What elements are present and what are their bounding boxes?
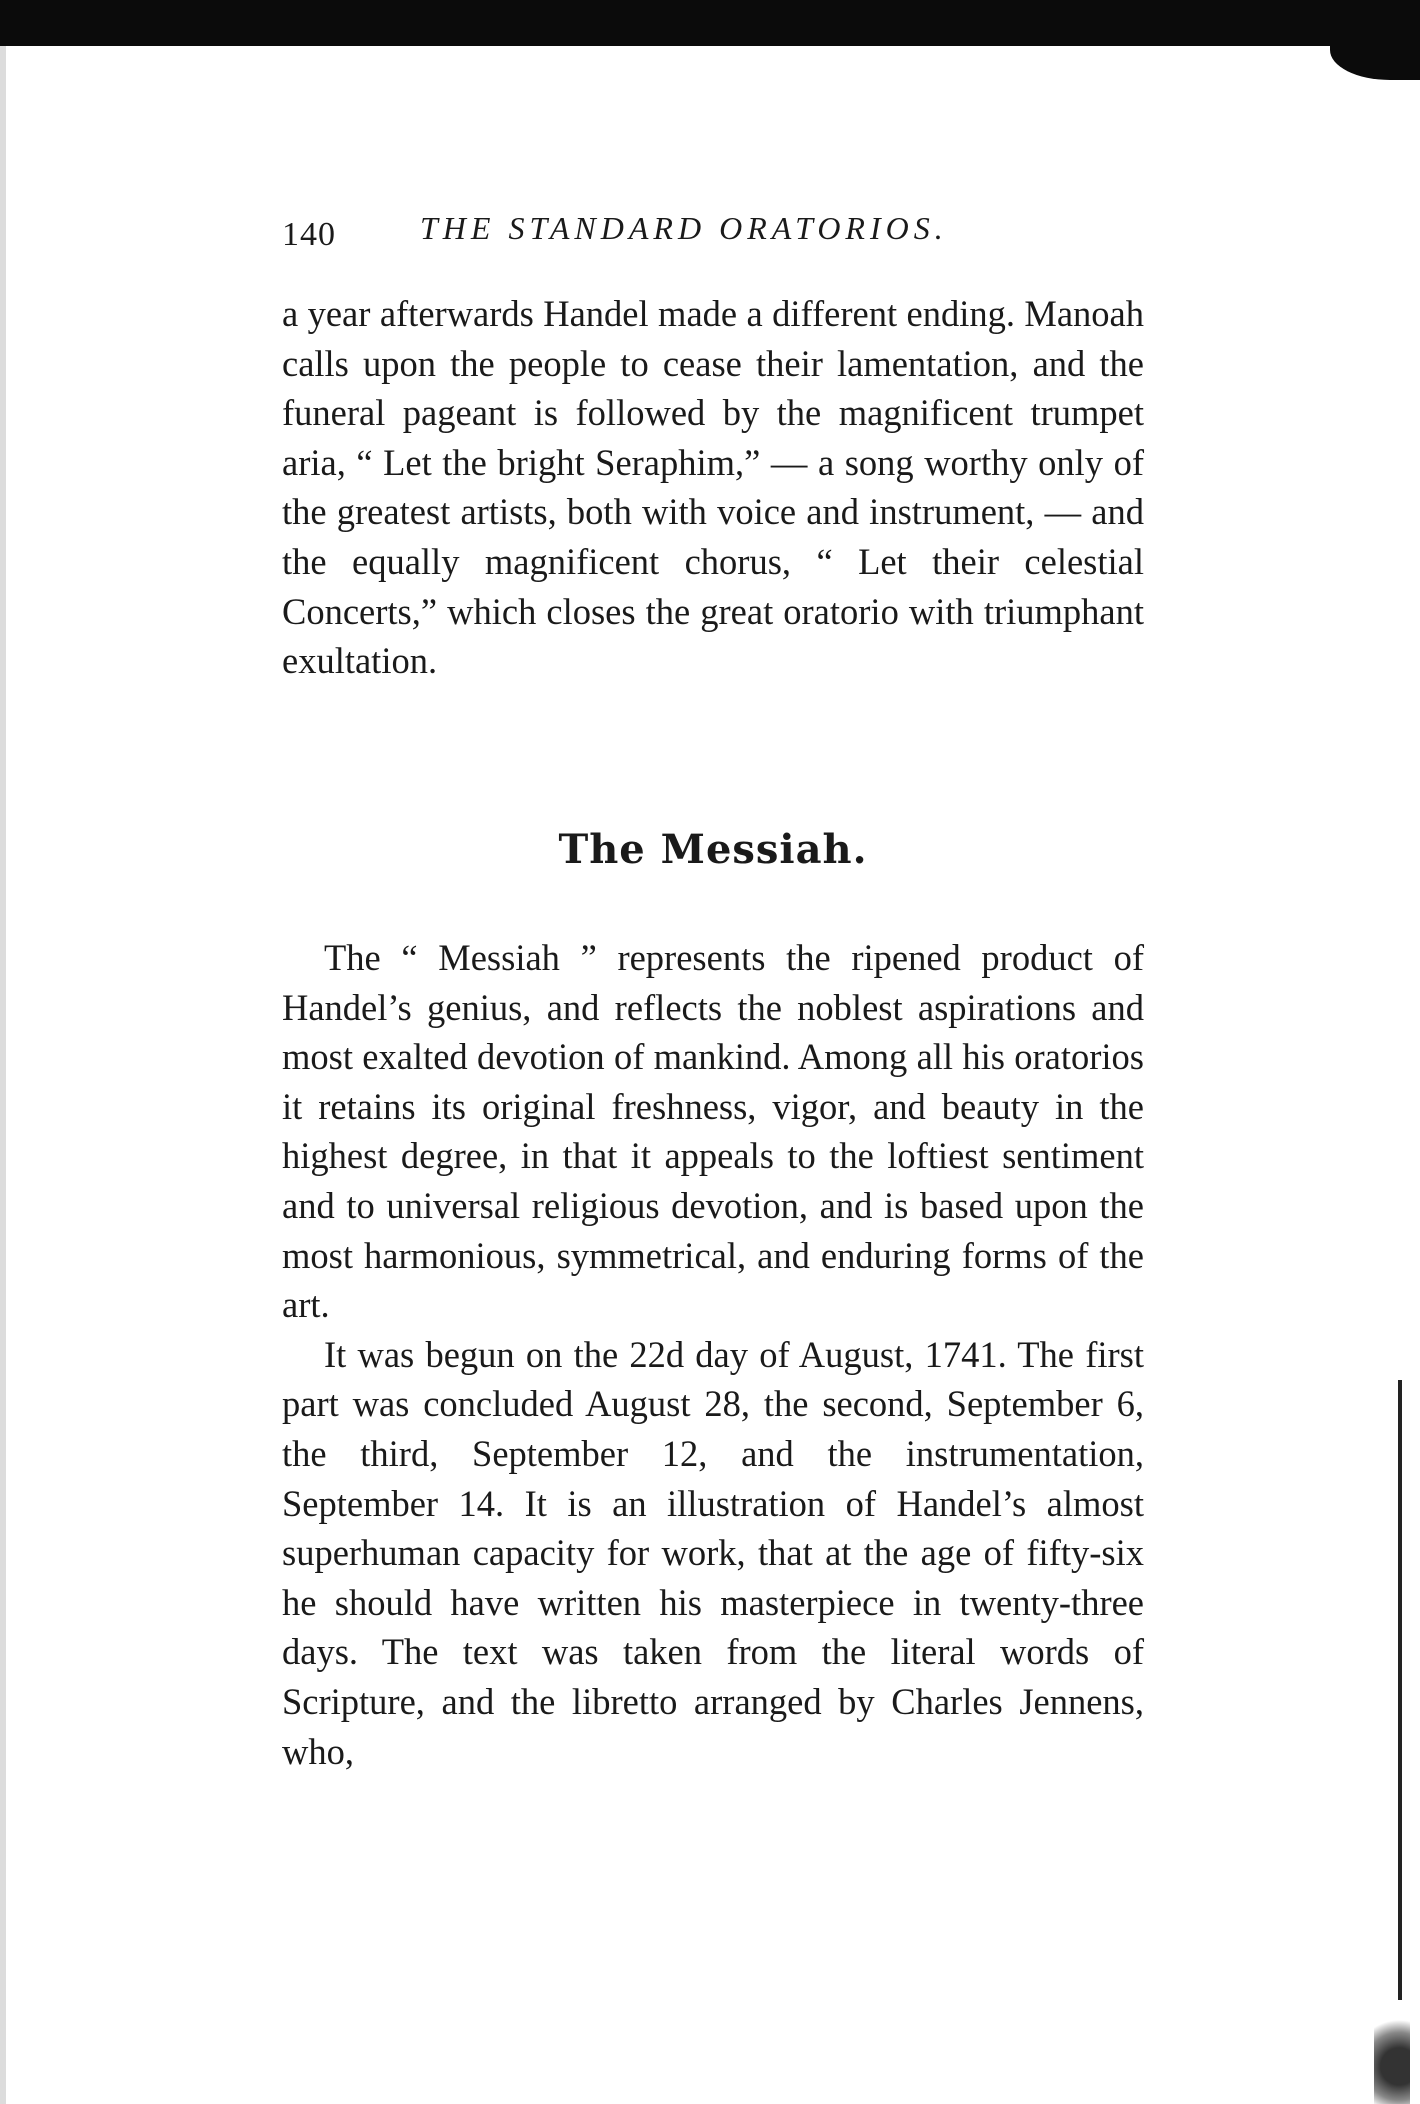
page-number: 140	[282, 216, 336, 253]
page-header	[282, 210, 1142, 260]
paragraph: It was begun on the 22d day of August, 1741. The first part was concluded August 28, the second, September 6, the third, September 12, and the instrumentation, September 14. It is an illustration of Handel’s almost superhuman capacity for work, that at the age of fifty-six he should have written his masterpiece in twenty-three days. The text was taken from the literal words of Scripture, and the libretto arranged by Charles Jennens, who,	[282, 1333, 1144, 1772]
text-block-after	[282, 933, 1144, 1776]
scan-left-edge	[0, 46, 6, 2104]
section-title: The Messiah.	[558, 826, 868, 873]
paragraph: a year afterwards Handel made a different ending. Manoah calls upon the people to cease their lamentation, and the funeral pageant is followed by the magnificent trumpet aria, “ Let the bright Seraphim,” — a song worthy only of the greatest artists, both with voice and instrument, — and the equally magnificent chorus, “ Let their celestial Concerts,” which closes the great oratorio with triumphant exultation.	[282, 293, 1144, 682]
scan-right-edge	[1398, 1380, 1402, 2000]
scan-page-curl	[1330, 40, 1420, 80]
scan-corner-smudge	[1374, 2010, 1410, 2104]
paragraph: The “ Messiah ” represents the ripened product of Handel’s genius, and reflects the noblest aspirations and most exalted devotion of mankind. Among all his oratorios it retains its original freshness, vigor, and beauty in the highest degree, in that it appeals to the loftiest sentiment and to universal religious devotion, and is based upon the most harmonious, symmetrical, and enduring forms of the art.	[282, 937, 1144, 1326]
text-block-before	[282, 289, 1144, 686]
running-title: THE STANDARD ORATORIOS.	[420, 210, 948, 246]
scan-top-border	[0, 0, 1420, 46]
